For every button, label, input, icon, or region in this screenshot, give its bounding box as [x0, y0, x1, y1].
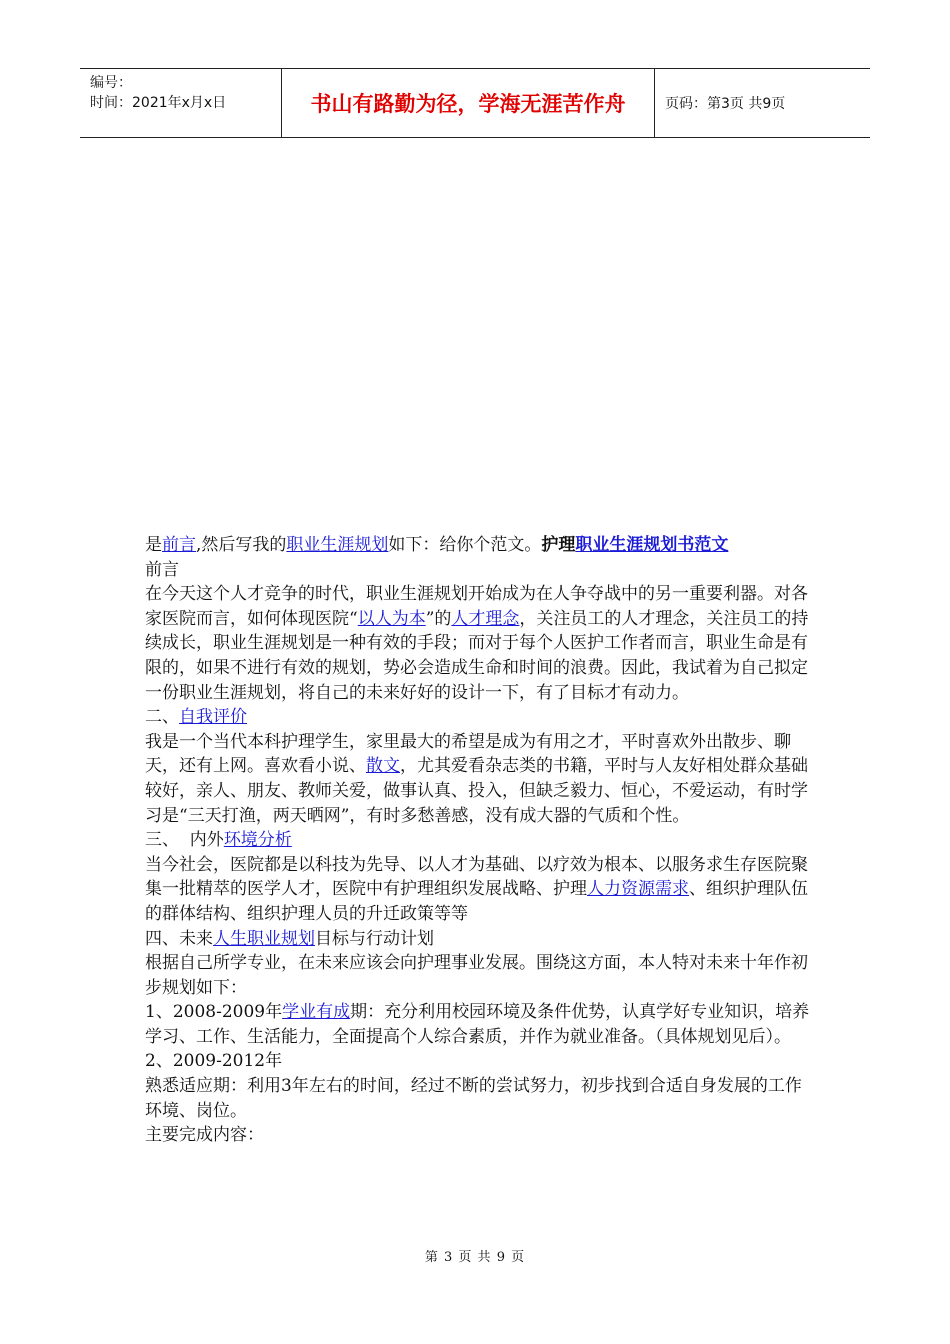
- section-heading-future-plan: [145, 927, 815, 952]
- page-footer: 第 3 页 共 9 页: [424, 1250, 526, 1265]
- text: ，关注员工的人才理念，关注员工的持续成长，职业生涯规划是一种有效的手段；而对于每个人医护工作者而言，职业生命是有限的，如果不进行有效的规划，势必会造成生命和时间的浪费。因此，我试着为自己拟定一份职业生涯规划，将自己的未来好好的设计一下，有了目标才有动力。: [145, 608, 809, 703]
- paragraph-plan-stage-2: 熟悉适应期：利用3年左右的时间，经过不断的尝试努力，初步找到合适自身发展的工作环境、岗位。: [145, 1076, 802, 1121]
- page-header: [80, 68, 870, 138]
- text: 二、: [145, 707, 179, 728]
- text: 四、未来: [145, 928, 213, 949]
- time-label: 时间：2021年x月x日: [90, 95, 227, 111]
- text: 如下：给你个范文。: [388, 535, 542, 555]
- section-heading-environment: [145, 828, 815, 853]
- text: ,然后写我的: [196, 535, 287, 555]
- paragraph-self-evaluation: [145, 730, 815, 828]
- header-page-info: 页码：第3页 共9页: [665, 96, 786, 112]
- header-motto: 书山有路勤为径，学海无涯苦作舟: [282, 69, 655, 137]
- header-meta: [80, 69, 282, 137]
- paragraph-plan-stage-2-heading: 2、2009-2012年: [145, 1051, 283, 1072]
- link-people-oriented[interactable]: 以人为本: [357, 608, 426, 629]
- text: 1、2008-2009年: [145, 1002, 283, 1023]
- text: 是: [145, 535, 162, 555]
- paragraph-environment: [145, 853, 815, 927]
- link-academic-success[interactable]: 学业有成: [282, 1002, 351, 1023]
- section-heading-self-evaluation: [145, 705, 815, 730]
- section-preface-heading: 前言: [145, 559, 179, 580]
- link-hr-demand[interactable]: 人力资源需求: [587, 879, 689, 900]
- intro-line: [145, 533, 815, 558]
- text: 、组织护理队伍的群体结构、组织护理人员的升迁政策等等: [145, 879, 808, 924]
- paragraph-plan-stage-1: [145, 1000, 815, 1049]
- link-career-planning[interactable]: 职业生涯规划: [286, 535, 389, 555]
- text: 目标与行动计划: [315, 928, 434, 949]
- number-label: 编号：: [90, 75, 132, 91]
- link-preface[interactable]: 前言: [162, 535, 196, 555]
- link-talent-concept[interactable]: 人才理念: [451, 608, 520, 629]
- text: 期：充分利用校园环境及条件优势，认真学好专业知识，培养学习、工作、生活能力，全面提高个人综合素质，并作为就业准备。（具体规划见后）。: [145, 1002, 810, 1047]
- paragraph-preface: [145, 582, 815, 705]
- text: 在今天这个人才竞争的时代，职业生涯规划开始成为在人争夺战中的另一重要利器。对各家医院而言，如何体现医院“: [145, 584, 808, 629]
- text: ，尤其爱看杂志类的书籍，平时与人友好相处群众基础较好，亲人、朋友、教师关爱，做事认真、投入，但缺乏毅力、恒心，不爱运动，有时学习是“三天打渔，两天晒网”，有时多愁善感，没有成大器的气质和个性。: [145, 756, 808, 826]
- link-life-career-plan[interactable]: 人生职业规划: [213, 928, 315, 949]
- text: ”的: [425, 608, 452, 629]
- text: 我是一个当代本科护理学生，家里最大的希望是成为有用之才，平时喜欢外出散步、聊天，还有上网。喜欢看小说、: [145, 731, 791, 777]
- link-environment-analysis[interactable]: 环境分析: [223, 830, 292, 851]
- paragraph-plan-intro: 根据自己所学专业，在未来应该会向护理事业发展。围绕这方面，本人特对未来十年作初步规划如下：: [145, 953, 808, 998]
- document-body: [145, 533, 815, 1148]
- text: 当今社会，医院都是以科技为先导、以人才为基础、以疗效为根本、以服务求生存医院聚集一批精萃的医学人才，医院中有护理组织发展战略、护理: [145, 854, 808, 900]
- text: 三、 内外: [145, 830, 224, 851]
- link-career-plan-sample[interactable]: 职业生涯规划书范文: [575, 535, 729, 555]
- link-prose[interactable]: 散文: [366, 756, 400, 777]
- paragraph-main-contents: 主要完成内容：: [145, 1125, 264, 1146]
- bold-nursing: 护理: [541, 535, 576, 555]
- link-self-evaluation[interactable]: 自我评价: [179, 707, 247, 728]
